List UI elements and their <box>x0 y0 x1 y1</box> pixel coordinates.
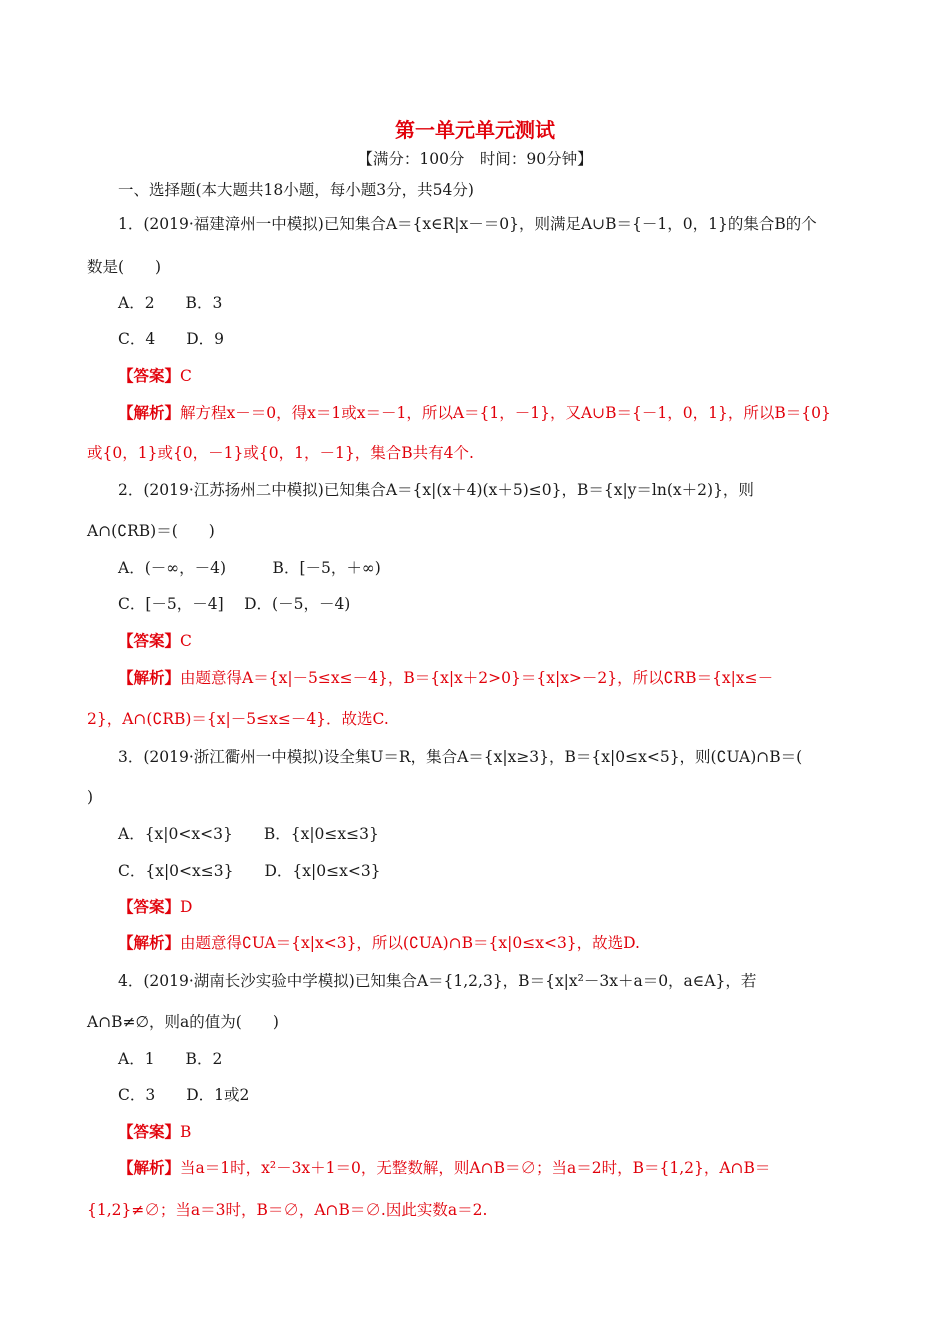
q4-options-row2: C．3 D．1或2 <box>118 1086 250 1104</box>
analysis-tag: 【解析】 <box>118 669 181 687</box>
q2-options-row2: C．[－5，－4] D．(－5，－4) <box>118 595 351 613</box>
answer-value: B <box>180 1123 192 1141</box>
analysis-tag: 【解析】 <box>118 934 181 952</box>
q2-analysis-line1 <box>118 667 773 689</box>
page-subtitle: 【满分：100分 时间：90分钟】 <box>357 150 593 168</box>
q1-stem-line2: 数是( ) <box>87 258 162 276</box>
answer-tag: 【答案】 <box>118 1123 181 1141</box>
q4-analysis-line2: {1,2}≠∅；当a＝3时，B＝∅，A∩B＝∅.因此实数a＝2. <box>87 1201 488 1219</box>
q3-analysis-line1 <box>118 932 640 954</box>
analysis-text: 当a＝1时，x²－3x＋1＝0，无整数解，则A∩B＝∅；当a＝2时，B＝{1,2}，A∩B＝ <box>180 1159 771 1177</box>
q4-stem-line1: 4．(2019·湖南长沙实验中学模拟)已知集合A＝{1,2,3}，B＝{x|x²－3x＋a＝0，a∈A}，若 <box>118 972 757 990</box>
q1-analysis-line2: 或{0，1}或{0，－1}或{0，1，－1}，集合B共有4个. <box>87 444 474 462</box>
q2-options-row1: A．(－∞，－4) B．[－5，＋∞) <box>118 559 381 577</box>
page-title: 第一单元单元测试 <box>395 118 555 142</box>
answer-value: C <box>180 367 192 385</box>
q1-analysis-line1 <box>118 402 831 424</box>
answer-tag: 【答案】 <box>118 898 181 916</box>
q2-stem-line1: 2．(2019·江苏扬州二中模拟)已知集合A＝{x|(x＋4)(x＋5)≤0}，B＝{x|y＝ln(x＋2)}，则 <box>118 481 754 499</box>
q1-options-row2: C．4 D．9 <box>118 330 225 348</box>
q4-options-row1: A．1 B．2 <box>118 1050 223 1068</box>
analysis-text: 由题意得A＝{x|－5≤x≤－4}，B＝{x|x＋2>0}＝{x|x>－2}，所以∁RB＝{x|x≤－ <box>180 669 774 687</box>
q2-analysis-line2: 2}，A∩(∁RB)＝{x|－5≤x≤－4}．故选C. <box>87 710 389 728</box>
q3-options-row1: A．{x|0<x<3} B．{x|0≤x≤3} <box>118 825 379 843</box>
q3-stem-line1: 3．(2019·浙江衢州一中模拟)设全集U＝R，集合A＝{x|x≥3}，B＝{x|0≤x<5}，则(∁UA)∩B＝( <box>118 748 803 766</box>
q1-stem-line1: 1．(2019·福建漳州一中模拟)已知集合A＝{x∈R|x－＝0}，则满足A∪B＝{－1，0，1}的集合B的个 <box>118 215 817 233</box>
answer-tag: 【答案】 <box>118 367 181 385</box>
q4-analysis-line1 <box>118 1157 770 1179</box>
analysis-tag: 【解析】 <box>118 1159 181 1177</box>
q2-stem-line2: A∩(∁RB)＝( ) <box>87 522 215 540</box>
analysis-tag: 【解析】 <box>118 404 181 422</box>
answer-value: C <box>180 632 192 650</box>
q4-stem-line2: A∩B≠∅，则a的值为( ) <box>87 1013 279 1031</box>
analysis-text: 由题意得∁UA＝{x|x<3}，所以(∁UA)∩B＝{x|0≤x<3}，故选D. <box>180 934 640 952</box>
q3-answer <box>118 896 192 918</box>
analysis-text: 解方程x－＝0，得x＝1或x＝－1，所以A＝{1，－1}，又A∪B＝{－1，0，1}，所以B＝{0} <box>180 404 831 422</box>
answer-value: D <box>180 898 193 916</box>
q3-stem-line2: ) <box>87 788 94 806</box>
section-heading: 一、选择题(本大题共18小题，每小题3分，共54分) <box>118 181 474 199</box>
q4-answer <box>118 1121 191 1143</box>
q1-answer <box>118 365 192 387</box>
answer-tag: 【答案】 <box>118 632 181 650</box>
q3-options-row2: C．{x|0<x≤3} D．{x|0≤x<3} <box>118 862 381 880</box>
q1-options-row1: A．2 B．3 <box>118 294 223 312</box>
q2-answer <box>118 630 192 652</box>
